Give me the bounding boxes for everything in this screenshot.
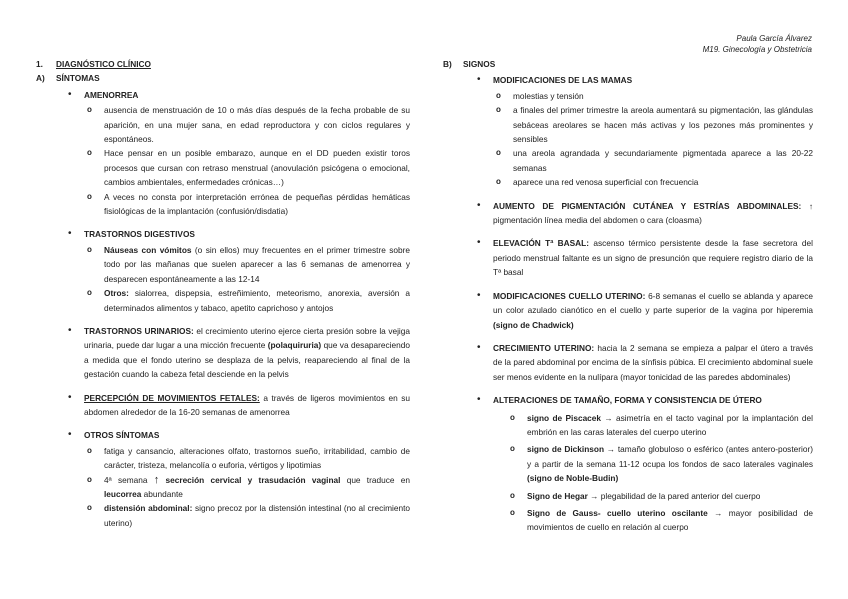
section-title: DIAGNÓSTICO CLÍNICO [56, 59, 151, 69]
right-column [443, 57, 813, 535]
list-item: o A veces no consta por interpretación errónea de pequeñas pérdidas hemáticas fisiológicas de la implantación (confusión/disdatia) [84, 190, 410, 219]
list-item: o a finales del primer trimestre la areola aumentará su pigmentación, las glándulas sebáceas areolares se hacen más activas y los pezones más prominentes y sensibles [493, 103, 813, 146]
list-item: o Signo de Hegar → plegabilidad de la pared anterior del cuerpo [507, 489, 813, 503]
list-item: o fatiga y cansancio, alteraciones olfato, trastornos sueño, irritabilidad, cambio de carácter, tristeza, melancolía o euforia, vértigos y lipotimias [84, 444, 410, 473]
bullet-movimientos: • PERCEPCIÓN DE MOVIMIENTOS FETALES: a través de ligeros movimientos en su abdomen alrededor de la 16-20 semanas de amenorrea [64, 391, 410, 420]
bullet-alteraciones-utero: • ALTERACIONES DE TAMAÑO, FORMA Y CONSISTENCIA DE ÚTERO [473, 393, 813, 407]
list-item: o Náuseas con vómitos (o sin ellos) muy frecuentes en el primer trimestre sobre todo por las mañanas que suelen aparecer a las 6 semanas de amenorrea y desparecen espontáneamente a las 12-14 [84, 243, 410, 286]
subsection-heading-sintomas: A) SÍNTOMAS [36, 73, 100, 84]
list-item: o signo de Dickinson → tamaño globuloso o esférico (antes antero-posterior) y a partir de la semana 11-12 ocupa los fondos de saco laterales vaginales (signo de Noble-Budin) [507, 442, 813, 485]
up-arrow-icon: ↑ [153, 473, 160, 486]
author-name: Paula García Álvarez [736, 34, 812, 43]
bullet-otros: • OTROS SÍNTOMAS o fatiga y cansancio, alteraciones olfato, trastornos sueño, irritabilidad, cambio de carácter, tristeza, melancolía o euforia, vértigos y lipotimias o 4ª semana ↑ secreción cervical y trasudación vaginal que traduce en leucorrea abundante o distensión abdominal: signo precoz por la distensión intestinal (no al crecimiento uterino) [64, 428, 410, 530]
list-item: o una areola agrandada y secundariamente pigmentada aparece a las 20-22 semanas [493, 146, 813, 175]
page-header [703, 33, 812, 55]
list-item: o Signo de Gauss- cuello uterino oscilante → mayor posibilidad de movimientos de cuello en relación al cuerpo [507, 506, 813, 535]
left-column [36, 57, 410, 533]
list-item: o 4ª semana ↑ secreción cervical y trasudación vaginal que traduce en leucorrea abundante [84, 473, 410, 502]
list-item: o Otros: sialorrea, dispepsia, estreñimiento, meteorismo, anorexia, aversión a determinados alimentos y tabaco, apetito caprichoso y antojos [84, 286, 410, 315]
bullet-urinarios: • TRASTORNOS URINARIOS: el crecimiento uterino ejerce cierta presión sobre la vejiga urinaria, puede dar lugar a una micción frecuente (polaquiruria) que va desapareciendo a medida que el fondo uterino se desplaza de la pelvis, reapareciendo al final de la gestación cuando la cabeza fetal desciende en la pelvis [64, 324, 410, 382]
subsection-heading-signos: B) SIGNOS [443, 59, 496, 69]
bullet-amenorrea: • AMENORREA o ausencia de menstruación de 10 o más días después de la fecha probable de su aparición, en una mujer sana, en edad reproductora y con ciclos regulares y espontáneos. o Hace pensar en un posible embarazo, aunque en el DD pueden existir toros procesos que cursan con retraso menstrual (anovulación psicógena o emocional, cambios ambientales, enfermedades crónicas…) o A veces no consta por interpretación errónea de pequeñas pérdidas hemáticas fisiológicas de la implantación (confusión/disdatia) [64, 88, 410, 219]
bullet-elevacion-temperatura: • ELEVACIÓN Tª BASAL: ascenso térmico persistente desde la fase secretora del periodo menstrual faltante es un signo de presunción que requiere registro diario de la Tª basal [473, 236, 813, 279]
list-item: o signo de Piscacek → asimetría en el tacto vaginal por la implantación del embrión en las caras laterales del cuerpo uterino [507, 411, 813, 440]
course-name: M19. Ginecología y Obstetricia [702, 45, 812, 54]
bullet-crecimiento-uterino: • CRECIMIENTO UTERINO: hacia la 2 semana se empieza a palpar el útero a través de la pared abdominal por encima de la sínfisis púbica. El crecimiento abdominal suele ser menos evidente en la nulípara (mayor tonicidad de las paredes abdominales) [473, 341, 813, 384]
section-heading: 1. DIAGNÓSTICO CLÍNICO [36, 59, 151, 69]
list-item: o molestias y tensión [493, 89, 813, 103]
list-item: o Hace pensar en un posible embarazo, aunque en el DD pueden existir toros procesos que cursan con retraso menstrual (anovulación psicógena o emocional, cambios ambientales, enfermedades crónicas…) [84, 146, 410, 189]
bullet-mamas: • MODIFICACIONES DE LAS MAMAS o molestias y tensión o a finales del primer trimestre la areola aumentará su pigmentación, las glándulas sebáceas areolares se hacen más activas y los pezones más prominentes y sensibles o una areola agrandada y secundariamente pigmentada aparece a las 20-22 semanas o aparece una red venosa superficial con frecuencia [473, 73, 813, 189]
list-item: o ausencia de menstruación de 10 o más días después de la fecha probable de su aparición, en una mujer sana, en edad reproductora y con ciclos regulares y espontáneos. [84, 103, 410, 146]
list-item: o distensión abdominal: signo precoz por la distensión intestinal (no al crecimiento uterino) [84, 501, 410, 530]
bullet-digestivos: • TRASTORNOS DIGESTIVOS o Náuseas con vómitos (o sin ellos) muy frecuentes en el primer trimestre sobre todo por las mañanas que suelen aparecer a las 6 semanas de amenorrea y desparecen espontáneamente a las 12-14 o Otros: sialorrea, dispepsia, estreñimiento, meteorismo, anorexia, aversión a determinados alimentos y tabaco, apetito caprichoso y antojos [64, 227, 410, 314]
bullet-pigmentacion: • AUMENTO DE PIGMENTACIÓN CUTÁNEA Y ESTRÍAS ABDOMINALES: ↑ pigmentación línea media del abdomen o cara (cloasma) [473, 199, 813, 228]
bullet-cuello-uterino: • MODIFICACIONES CUELLO UTERINO: 6-8 semanas el cuello se ablanda y aparece un color azulado cianótico en el cuello y parte superior de la vagina por hiperemia (signo de Chadwick) [473, 289, 813, 332]
list-item: o aparece una red venosa superficial con frecuencia [493, 175, 813, 189]
